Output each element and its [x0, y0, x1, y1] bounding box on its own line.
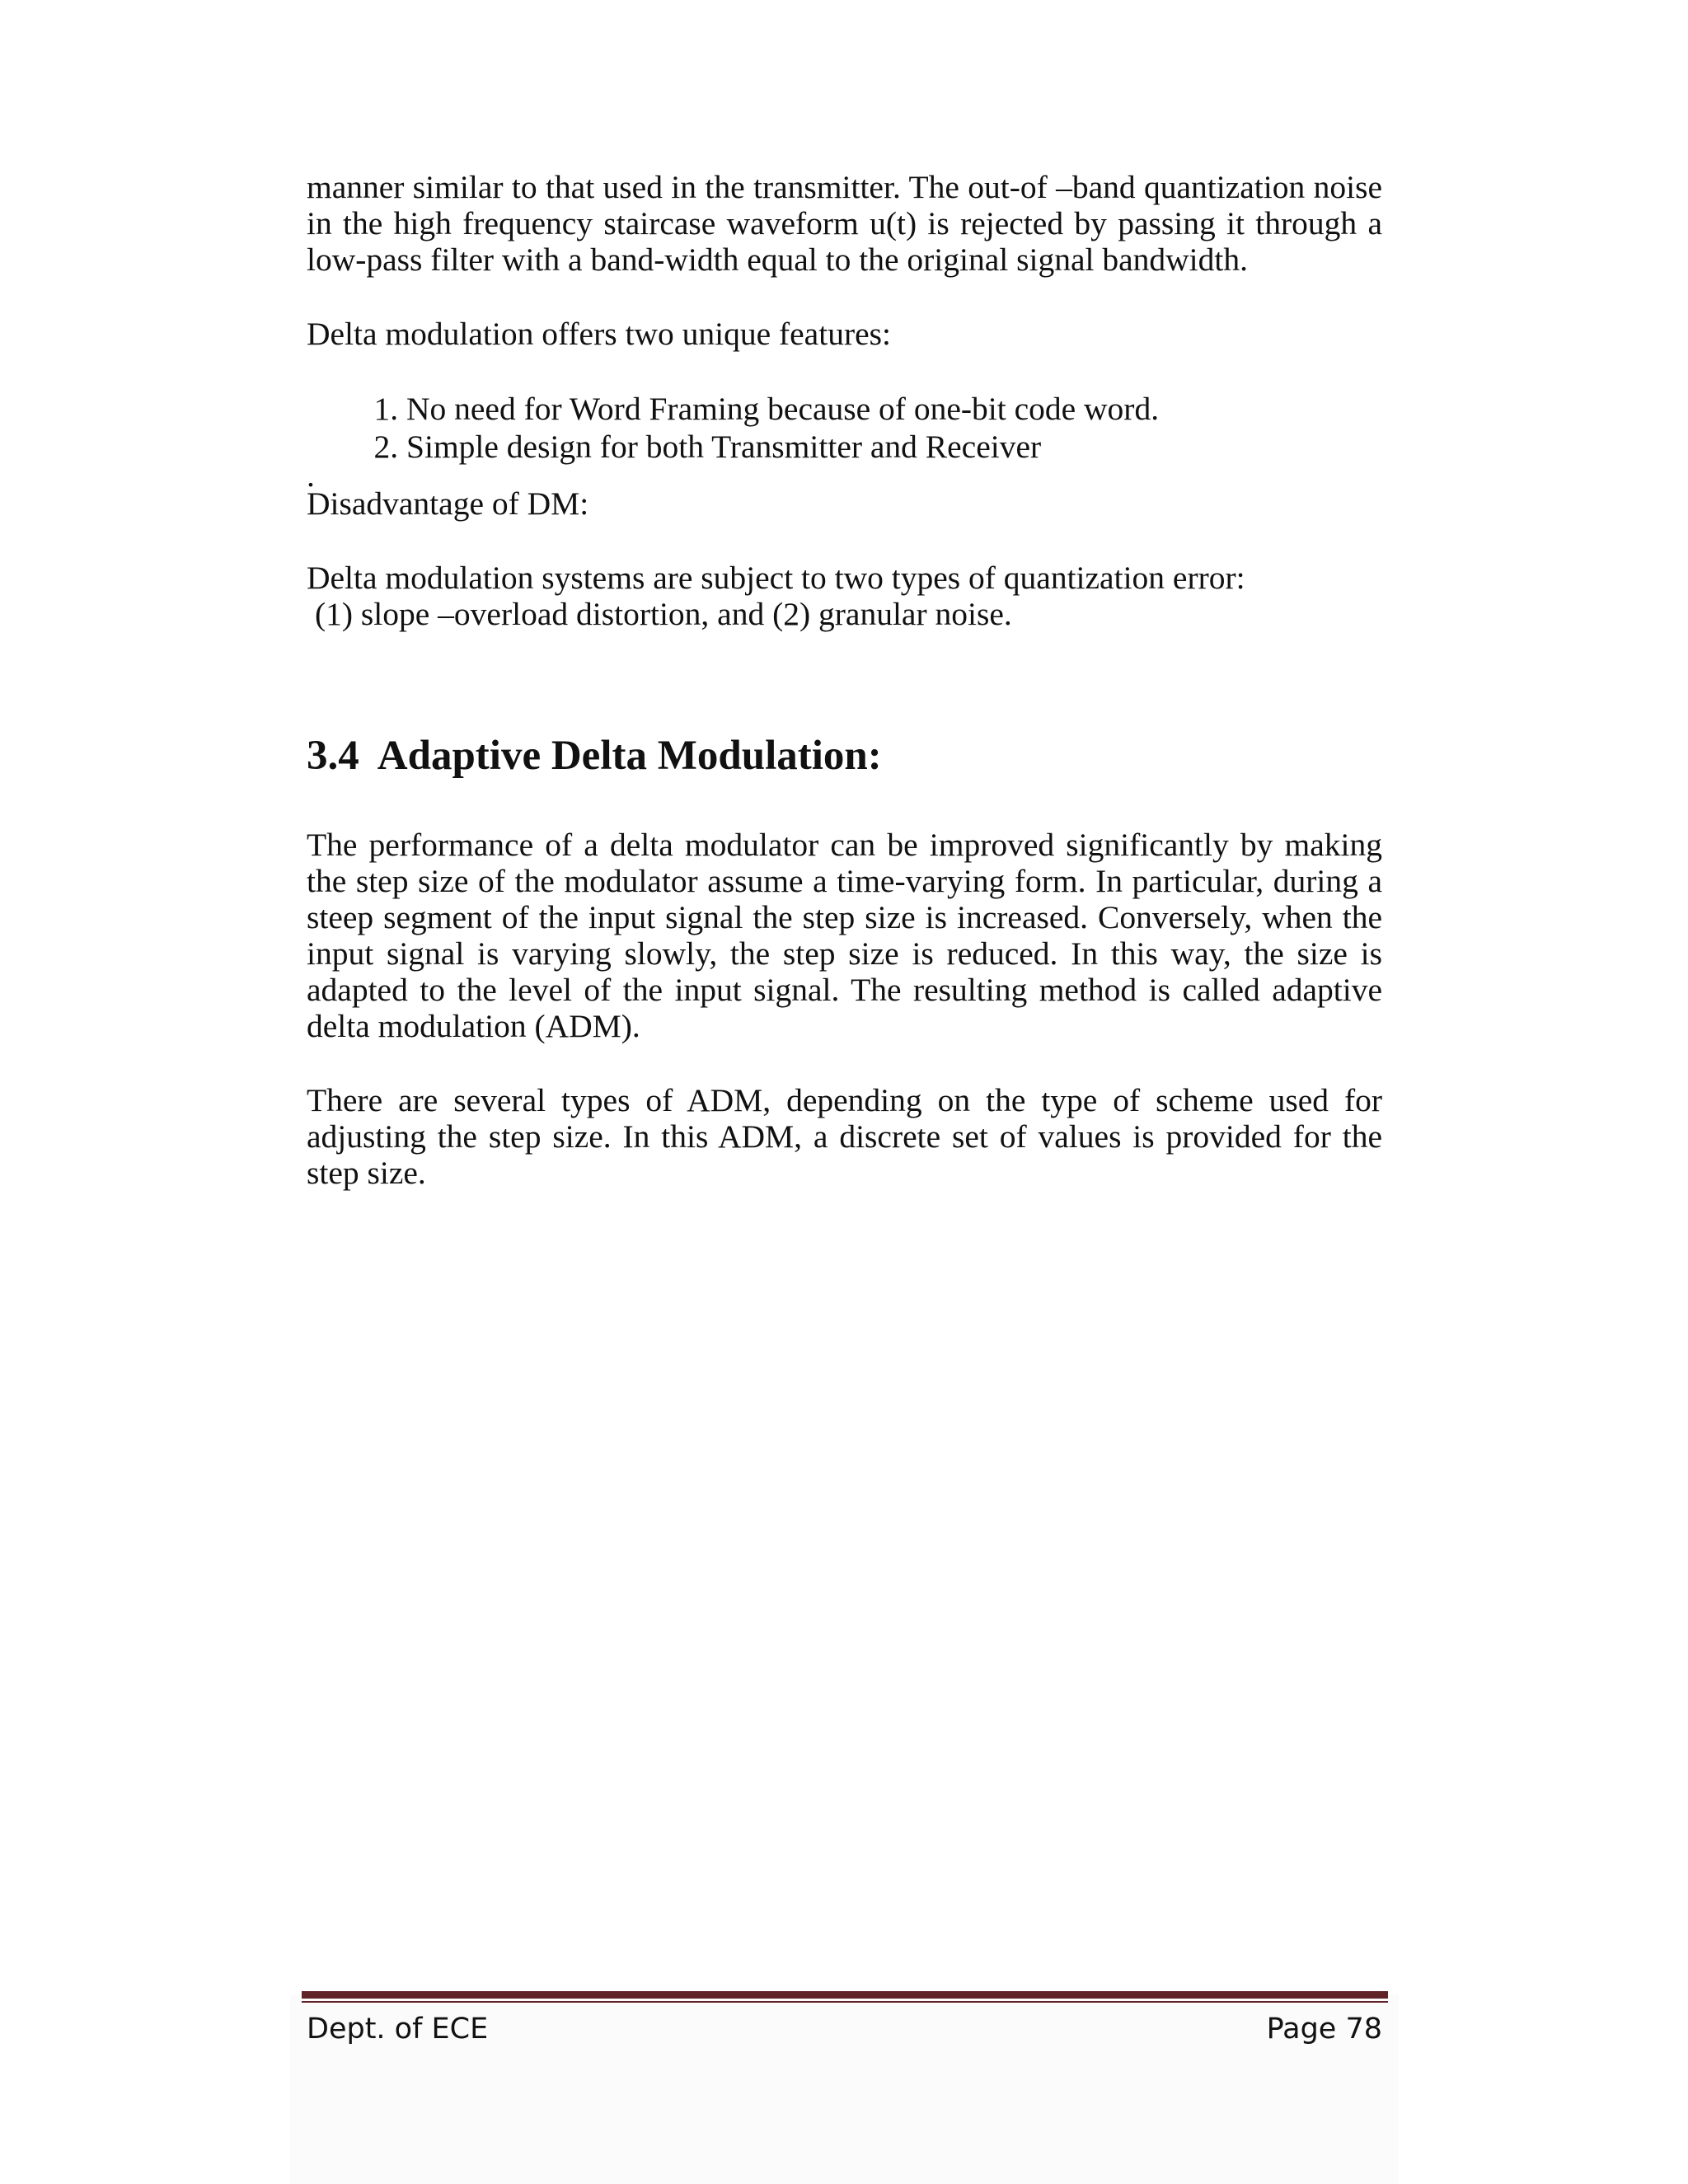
list-item: 1. No need for Word Framing because of one-bit code word.	[406, 390, 1382, 428]
footer-rule-thick	[302, 1991, 1388, 1999]
footer-rule	[302, 1991, 1388, 2003]
errors-lead-paragraph: Delta modulation systems are subject to two types of quantization error:	[307, 560, 1245, 596]
section-number: 3.4	[307, 733, 359, 779]
adm-paragraph-2: There are several types of ADM, depending on the type of scheme used for adjusting the step size. In this ADM, a discrete set of values is provided for the step size.	[307, 1082, 1382, 1191]
stray-dot: .	[307, 457, 315, 494]
features-list	[307, 390, 1382, 466]
page-content	[307, 169, 1382, 1191]
section-heading	[307, 731, 1382, 780]
features-lead-paragraph: Delta modulation offers two unique features:	[307, 316, 891, 352]
intro-paragraph: manner similar to that used in the transmitter. The out-of –band quantization noise in the high frequency staircase waveform u(t) is rejected by passing it through a low-pass filter with a band-width equal to the original signal bandwidth.	[307, 169, 1382, 278]
adm-paragraph-1: The performance of a delta modulator can be improved significantly by making the step size of the modulator assume a time-varying form. In particular, during a steep segment of the input signal the step size is increased. Conversely, when the input signal is varying slowly, the step size is reduced. In this way, the size is adapted to the level of the input signal. The resulting method is called adaptive delta modulation (ADM).	[307, 827, 1382, 1044]
list-item: 2. Simple design for both Transmitter and Receiver	[406, 428, 1382, 466]
footer-rule-thin	[302, 2001, 1388, 2003]
page-footer	[307, 2006, 1382, 2052]
footer-department: Dept. of ECE	[307, 2013, 489, 2046]
errors-list-paragraph: (1) slope –overload distortion, and (2) granular noise.	[315, 596, 1012, 632]
footer-page-number: Page 78	[1266, 2013, 1382, 2046]
disadvantage-heading: Disadvantage of DM:	[307, 485, 589, 522]
section-title: Adaptive Delta Modulation:	[377, 733, 882, 779]
